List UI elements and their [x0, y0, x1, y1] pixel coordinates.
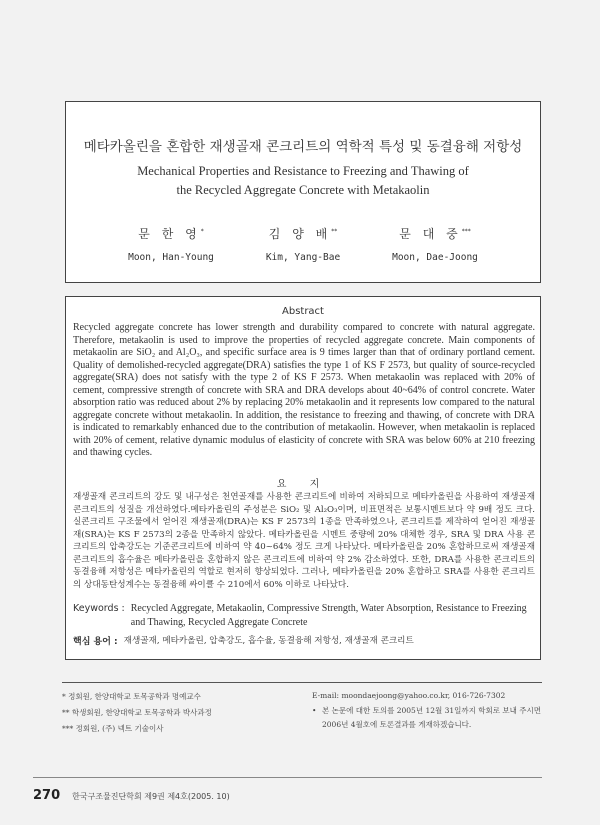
page-number: 270 [33, 788, 61, 803]
title-en-line-2: the Recycled Aggregate Concrete with Metakaolin [176, 183, 430, 197]
author-1-name-en: Moon, Han-Young [128, 252, 214, 263]
keywords-label: Keywords : [73, 603, 125, 614]
paper-title-korean: 메타카올린을 혼합한 재생골재 콘크리트의 역학적 특성 및 동결융해 저항성 [83, 139, 523, 155]
footnotes-affiliations [62, 689, 312, 737]
author-2-name-en: Kim, Yang-Bae [265, 252, 341, 263]
author-2-name-ko: 김 양 배** [268, 227, 338, 241]
footnotes-contact [312, 689, 542, 733]
abstract-heading: Abstract [282, 306, 324, 317]
paper-title-english [66, 162, 540, 200]
author-1 [96, 225, 246, 263]
abstract-box [65, 296, 541, 660]
title-box [65, 101, 541, 283]
footnote-1: * 정회원, 한양대학교 토목공학과 명예교수 [62, 692, 201, 701]
keywords-english [73, 602, 535, 629]
abstract-english: Recycled aggregate concrete has lower strength and durability compared to concrete with natural aggregate. Therefore, metakaolin is used to improve the properties of recycled aggregate concrete. Main components of metakaolin are SiO₂ and Al₂O₃, and specific surface area is 9 times larger than that of ordinary portland cement. Quality of demolished-recycled aggregate(DRA) satisfies the type 1 of KS F 2573, but quality of source-recycled aggregate(SRA) does not satisfy with the type 2 of KS F 2573. When metakaolin was replaced with 20% of cement, compressive strength of concrete with SRA and DRA develops about 40~64% of control concrete. Water absorption ratio was reduced about 2% by replacing 20% metakaolin and it represents low compared to the natural aggregate concrete without metakaolin. In addition, the resistance to freezing and thawing, of concrete with DRA is indicated to remarkably enhanced due to the contribution of metakaolin. However, when metakaolin is replaced with 20% of cement, relative dynamic modulus of elasticity of concrete with SRA was below 60% at 210 freezing and thawing cycles. [73, 322, 535, 458]
keywords-ko-label: 핵심 용어 : [73, 637, 118, 647]
keywords-korean [73, 634, 535, 647]
page-footer [33, 788, 230, 803]
title-en-line-1: Mechanical Properties and Resistance to Freezing and Thawing of [137, 164, 469, 178]
footer-rule [33, 777, 542, 778]
author-1-name-ko: 문 한 영* [138, 227, 204, 241]
summary-heading: 요 지 [276, 479, 330, 490]
author-3-name-ko: 문 대 중*** [399, 227, 471, 241]
footnote-3: *** 정회원, (주) 넥트 기술이사 [62, 724, 164, 733]
bullet-icon: • [312, 705, 317, 715]
discussion-notice [312, 704, 542, 733]
footnote-rule [62, 682, 542, 683]
keywords-text: Recycled Aggregate, Metakaolin, Compressive Strength, Water Absorption, Resistance to Freezing and Thawing, Recycled Aggregate Concrete [130, 603, 527, 628]
footnote-2: ** 학생회원, 한양대학교 토목공학과 박사과정 [62, 708, 212, 717]
notice-text: 본 논문에 대한 토의를 2005년 12월 31일까지 학회로 보내 주시면 2006년 4월호에 토론결과를 게재하겠습니다. [322, 705, 542, 729]
author-3 [360, 225, 510, 263]
abstract-korean: 재생골재 콘크리트의 강도 및 내구성은 천연골재를 사용한 콘크리트에 비하여 저하되므로 메타카올린을 사용하여 재생골재 콘크리트의 성질을 개선하였다.메타카올린의 주성분은 SiO₂ 및 Al₂O₃이며, 비표면적은 보통시멘트보다 약 9배 정도 크다. 실콘크리트 구조물에서 얻어진 재생골재(DRA)는 KS F 2573의 1종을 만족하였으나, 콘크리트를 제작하여 얻어진 재생골재(SRA)는 KS F 2573의 2종을 만족하지 않았다. 메타카올린을 시멘트 중량에 20% 대체한 경우, SRA 및 DRA 사용 콘크리트의 압축강도는 기준콘크리트에 비하여 약 40~64% 정도 크게 나타났다. 메타카올린을 20% 혼합하므로써 재생골재 콘크리트의 흡수율은 메타카올린을 혼합하지 않은 콘크리트에 비하여 약 2% 감소하였다. 또한, DRA를 사용한 콘크리트의 동결융해 저항성은 메타카올린의 역할로 현저히 향상되었다. 그러나, 메타카올린을 20% 혼합하고 SRA를 사용한 콘크리트의 상대동탄성계수는 동결융해 싸이클 수 210에서 60% 이하로 나타났다. [73, 492, 535, 590]
author-3-name-en: Moon, Dae-Joong [392, 252, 478, 263]
author-2 [228, 225, 378, 263]
keywords-ko-text: 재생골재, 메타카올린, 압축강도, 흡수율, 동결융해 저항성, 재생골재 콘크리트 [123, 636, 414, 646]
email-line: E-mail: moondaejoong@yahoo.co.kr, 016-726-7302 [312, 691, 506, 700]
journal-citation: 한국구조물진단학회 제9권 제4호(2005. 10) [72, 792, 230, 801]
